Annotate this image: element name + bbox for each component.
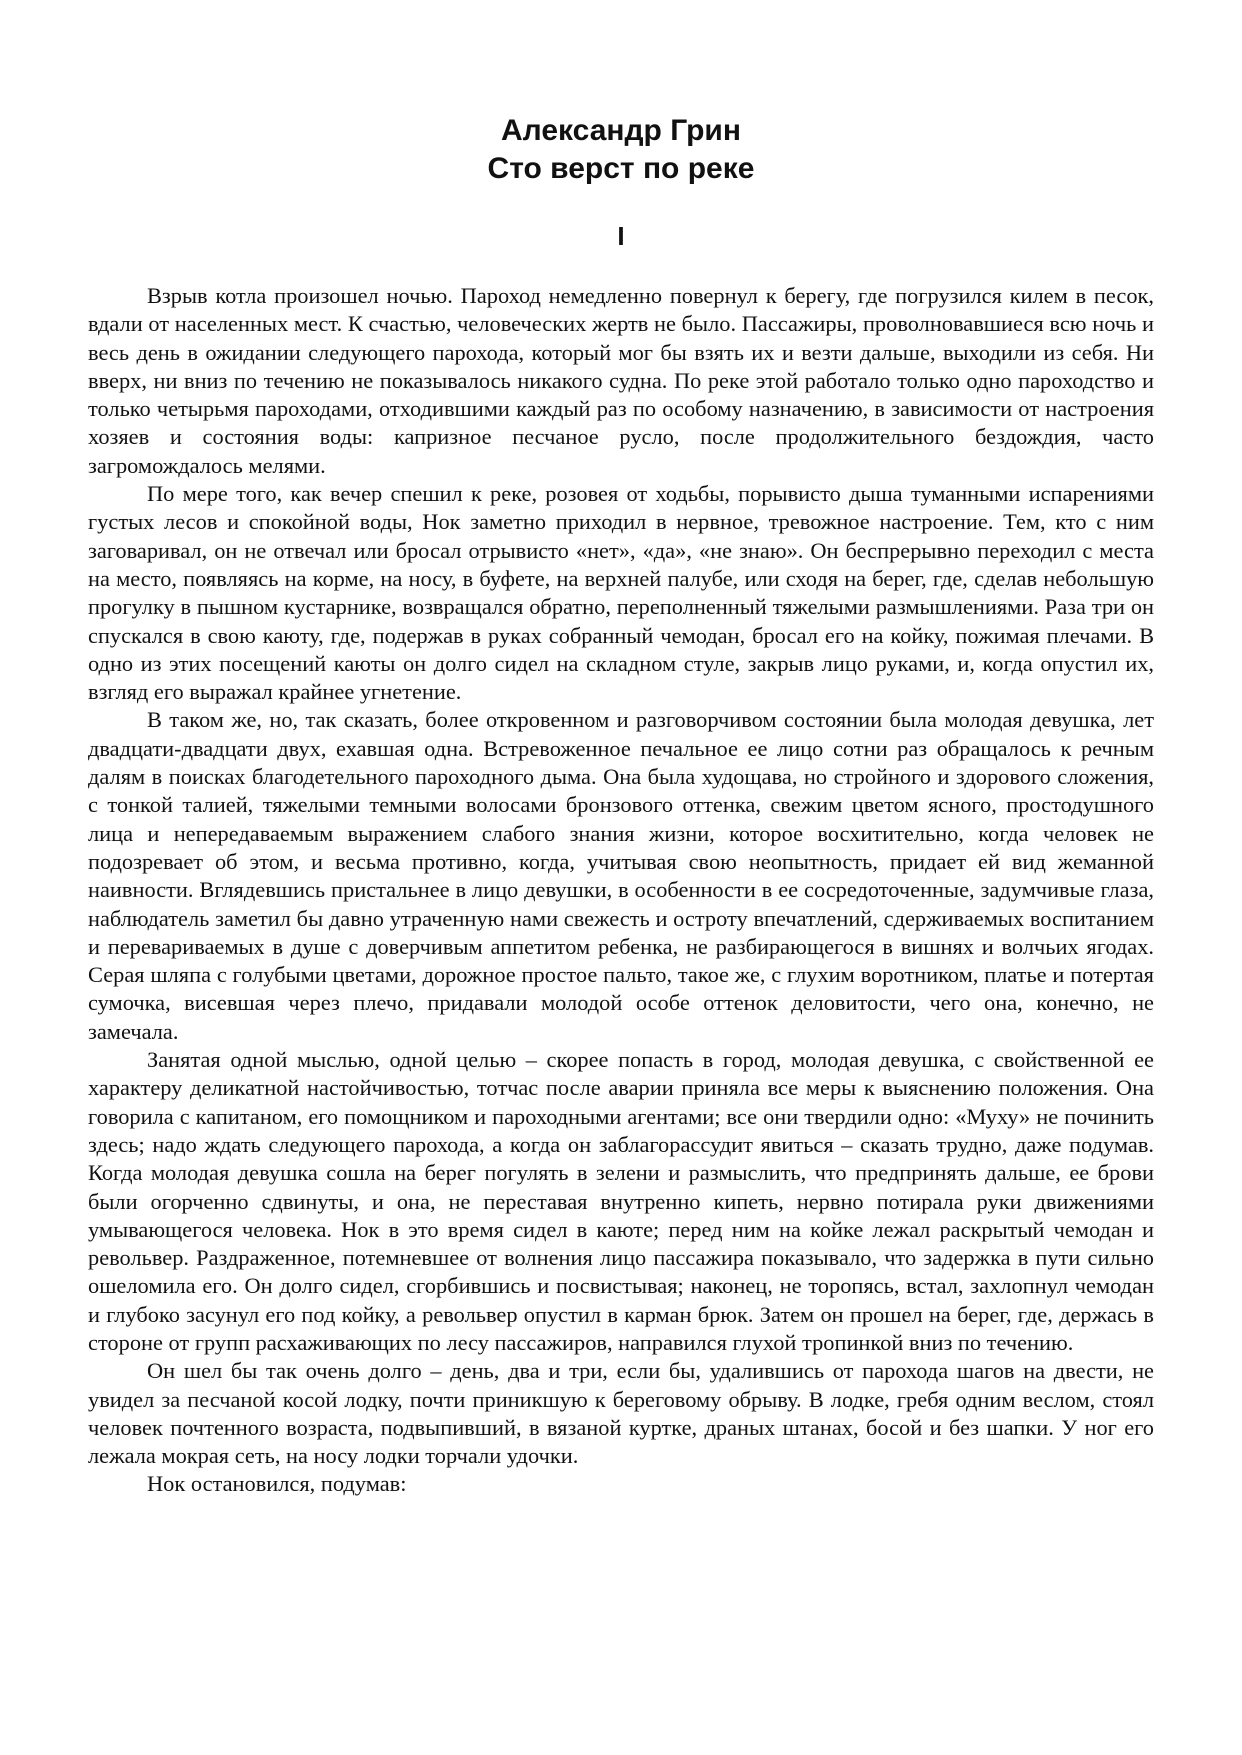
paragraph: По мере того, как вечер спешил к реке, розовея от ходьбы, порывисто дыша туманными испарениями густых лесов и спокойной воды, Нок заметно приходил в нервное, тревожное настроение. Тем, кто с ним заговаривал, он не отвечал или бросал отрывисто «нет», «да», «не знаю». Он беспрерывно переходил с места на место, появляясь на корме, на носу, в буфете, на верхней палубе, или сходя на берег, где, сделав небольшую прогулку в пышном кустарнике, возвращался обратно, переполненный тяжелыми размышлениями. Раза три он спускался в свою каюту, где, подержав в руках собранный чемодан, бросал его на койку, пожимая плечами. В одно из этих посещений каюты он долго сидел на складном стуле, закрыв лицо руками, и, когда опустил их, взгляд его выражал крайнее угнетение.: [88, 481, 1154, 705]
paragraph: Он шел бы так очень долго – день, два и три, если бы, удалившись от парохода шагов на двести, не увидел за песчаной косой лодку, почти приникшую к береговому обрыву. В лодке, гребя одним веслом, стоял человек почтенного возраста, подвыпивший, в вязаной куртке, драных штанах, босой и без шапки. У ног его лежала мокрая сеть, на носу лодки торчали удочки.: [88, 1358, 1154, 1469]
paragraph: Взрыв котла произошел ночью. Пароход немедленно повернул к берегу, где погрузился килем в песок, вдали от населенных мест. К счастью, человеческих жертв не было. Пассажиры, проволновавшиеся всю ночь и весь день в ожидании следующего парохода, который мог бы взять их и везти дальше, выходили из себя. Ни вверх, ни вниз по течению не показывалось никакого судна. По реке этой работало только одно пароходство и только четырьмя пароходами, отходившими каждый раз по особому назначению, в зависимости от настроения хозяев и состояния воды: капризное песчаное русло, после продолжительного бездождия, часто загромождалось мелями.: [88, 283, 1154, 478]
paragraph: Нок остановился, подумав:: [147, 1471, 407, 1497]
paragraph: Занятая одной мыслью, одной целью – скорее попасть в город, молодая девушка, с свойственной ее характеру деликатной настойчивостью, тотчас после аварии приняла все меры к выяснению положения. Она говорила с капитаном, его помощником и пароходными агентами; все они твердили одно: «Муху» не починить здесь; надо ждать следующего парохода, а когда он заблагорассудит явиться – сказать трудно, даже подумав. Когда молодая девушка сошла на берег погулять в зелени и размыслить, что предпринять дальше, ее брови были огорченно сдвинуты, и она, не переставая внутренно кипеть, нервно потирала руки движениями умывающегося человека. Нок в это время сидел в каюте; перед ним на койке лежал раскрытый чемодан и револьвер. Раздраженное, потемневшее от волнения лицо пассажира показывало, что задержка в пути сильно ошеломила его. Он долго сидел, сгорбившись и посвистывая; наконец, не торопясь, встал, захлопнул чемодан и глубоко засунул его под койку, а револьвер опустил в карман брюк. Затем он прошел на берег, где, держась в стороне от групп расхаживающих по лесу пассажиров, направился глухой тропинкой вниз по течению.: [88, 1047, 1154, 1355]
paragraph: В таком же, но, так сказать, более откровенном и разговорчивом состоянии была молодая девушка, лет двадцати-двадцати двух, ехавшая одна. Встревоженное печальное ее лицо сотни раз обращалось к речным далям в поисках благодетельного пароходного дыма. Она была худощава, но стройного и здорового сложения, с тонкой талией, тяжелыми темными волосами бронзового оттенка, свежим цветом ясного, простодушного лица и непередаваемым выражением слабого знания жизни, которое восхитительно, когда человек не подозревает об этом, и весьма противно, когда, учитывая свою неопытность, придает ей вид жеманной наивности. Вглядевшись пристальнее в лицо девушки, в особенности в ее сосредоточенные, задумчивые глаза, наблюдатель заметил бы давно утраченную нами свежесть и остроту впечатлений, сдерживаемых воспитанием и перевариваемых в душе с доверчивым аппетитом ребенка, не разбирающегося в вишнях и волчьих ягодах. Серая шляпа с голубыми цветами, дорожное простое пальто, такое же, с глухим воротником, платье и потертая сумочка, висевшая через плечо, придавали молодой особе оттенок деловитости, чего она, конечно, не замечала.: [88, 707, 1154, 1044]
title-block: [0, 112, 1242, 188]
body-text: [88, 282, 1154, 1499]
chapter-heading: I: [617, 221, 625, 251]
work-title: Сто верст по реке: [487, 152, 755, 185]
author-name: Александр Грин: [501, 114, 741, 147]
